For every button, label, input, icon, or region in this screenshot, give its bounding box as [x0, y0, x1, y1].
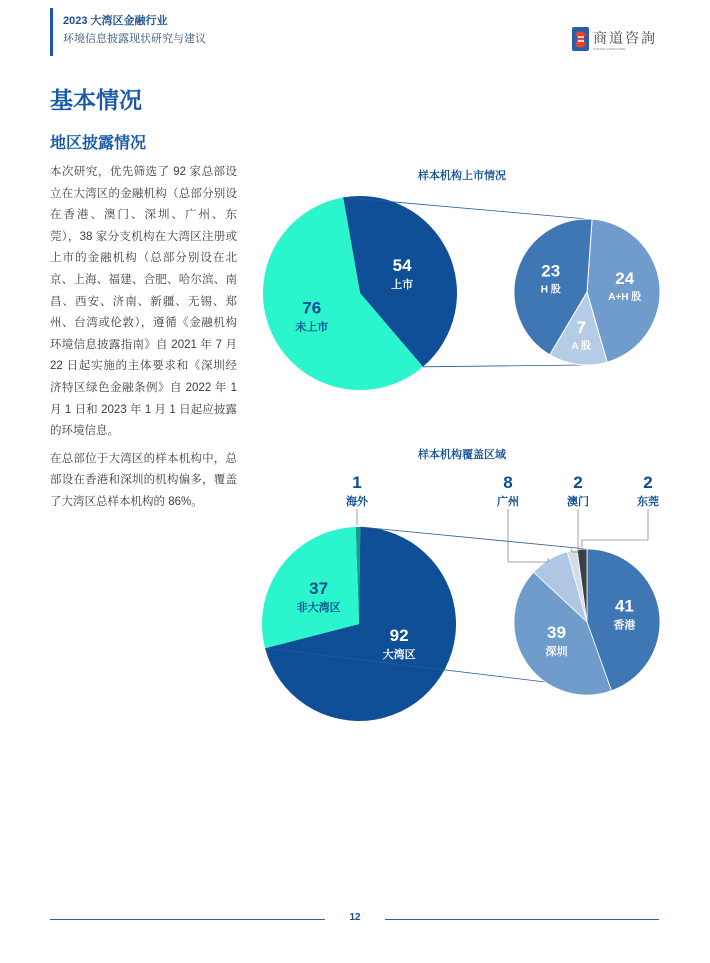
footer-rule-left: [50, 919, 325, 920]
header-report-subtitle: 环境信息披露现状研究与建议: [63, 33, 206, 45]
label-非大湾区-label: 非大湾区: [296, 601, 341, 614]
chart-title-coverage: 样本机构覆盖区域: [418, 449, 506, 461]
label-上市-value: 54: [392, 256, 412, 276]
label-未上市-value: 76: [302, 298, 322, 318]
label-深圳-label: 深圳: [545, 646, 568, 659]
logo-text: 商道咨詢: [593, 31, 657, 47]
header-report-title: 2023 大湾区金融行业: [63, 15, 168, 27]
paragraph-1: 本次研究，优先筛选了 92 家总部设立在大湾区的金融机构（总部分别设在香港、澳门、深圳、广州、东莞），38 家分支机构在大湾区注册或上市的金融机构（总部分别设在北京、上海、福建、合肥、哈尔滨、南昌、西安、济南、新疆、无锡、郑州、台湾或伦敦），遵循《金融机构环境信息披露指南》自 2021 年 7 月 22 日起实施的主体要求和《深圳经济特区绿色金融条例》自 2022 年 1 月 1 日和 2023 年 1 月 1 日起应披露的环境信息。: [50, 166, 237, 438]
label-广州-value: 8: [503, 473, 513, 492]
footer-rule-right: [385, 919, 659, 920]
label-a股-value: 7: [576, 317, 586, 337]
label-h股-value: 23: [541, 261, 561, 281]
label-未上市-label: 未上市: [295, 321, 329, 334]
label-h股-label: H 股: [540, 284, 561, 296]
page-number: 12: [349, 912, 361, 923]
label-大湾区-label: 大湾区: [382, 649, 416, 662]
label-深圳-value: 39: [547, 623, 566, 643]
label-上市-label: 上市: [391, 279, 414, 292]
connector-bottom-listing: [423, 365, 582, 367]
logo-subtext: SYNTAO CONSULTING: [593, 47, 626, 51]
chart-title-listing: 样本机构上市情况: [418, 170, 506, 182]
paragraph-2: 在总部位于大湾区的样本机构中，总部设在香港和深圳的机构偏多，覆盖了大湾区总样本机构的 86%。: [50, 452, 237, 508]
label-香港-value: 41: [614, 596, 634, 616]
label-a+h股-label: A+H 股: [608, 292, 642, 304]
label-大湾区-value: 92: [389, 626, 409, 646]
label-海外-label: 海外: [346, 496, 368, 508]
section-title: 地区披露情况: [50, 135, 147, 152]
label-澳门-label: 澳门: [567, 496, 589, 508]
label-a股-label: A 股: [571, 340, 592, 352]
label-a+h股-value: 24: [615, 269, 635, 289]
label-非大湾区-value: 37: [309, 578, 329, 598]
label-东莞-label: 东莞: [637, 496, 659, 508]
label-广州-label: 广州: [497, 496, 519, 508]
label-东莞-value: 2: [643, 473, 653, 492]
label-香港-label: 香港: [613, 619, 636, 632]
label-澳门-value: 2: [573, 473, 583, 492]
page-title: 基本情况: [50, 87, 142, 113]
label-海外-value: 1: [352, 473, 362, 492]
